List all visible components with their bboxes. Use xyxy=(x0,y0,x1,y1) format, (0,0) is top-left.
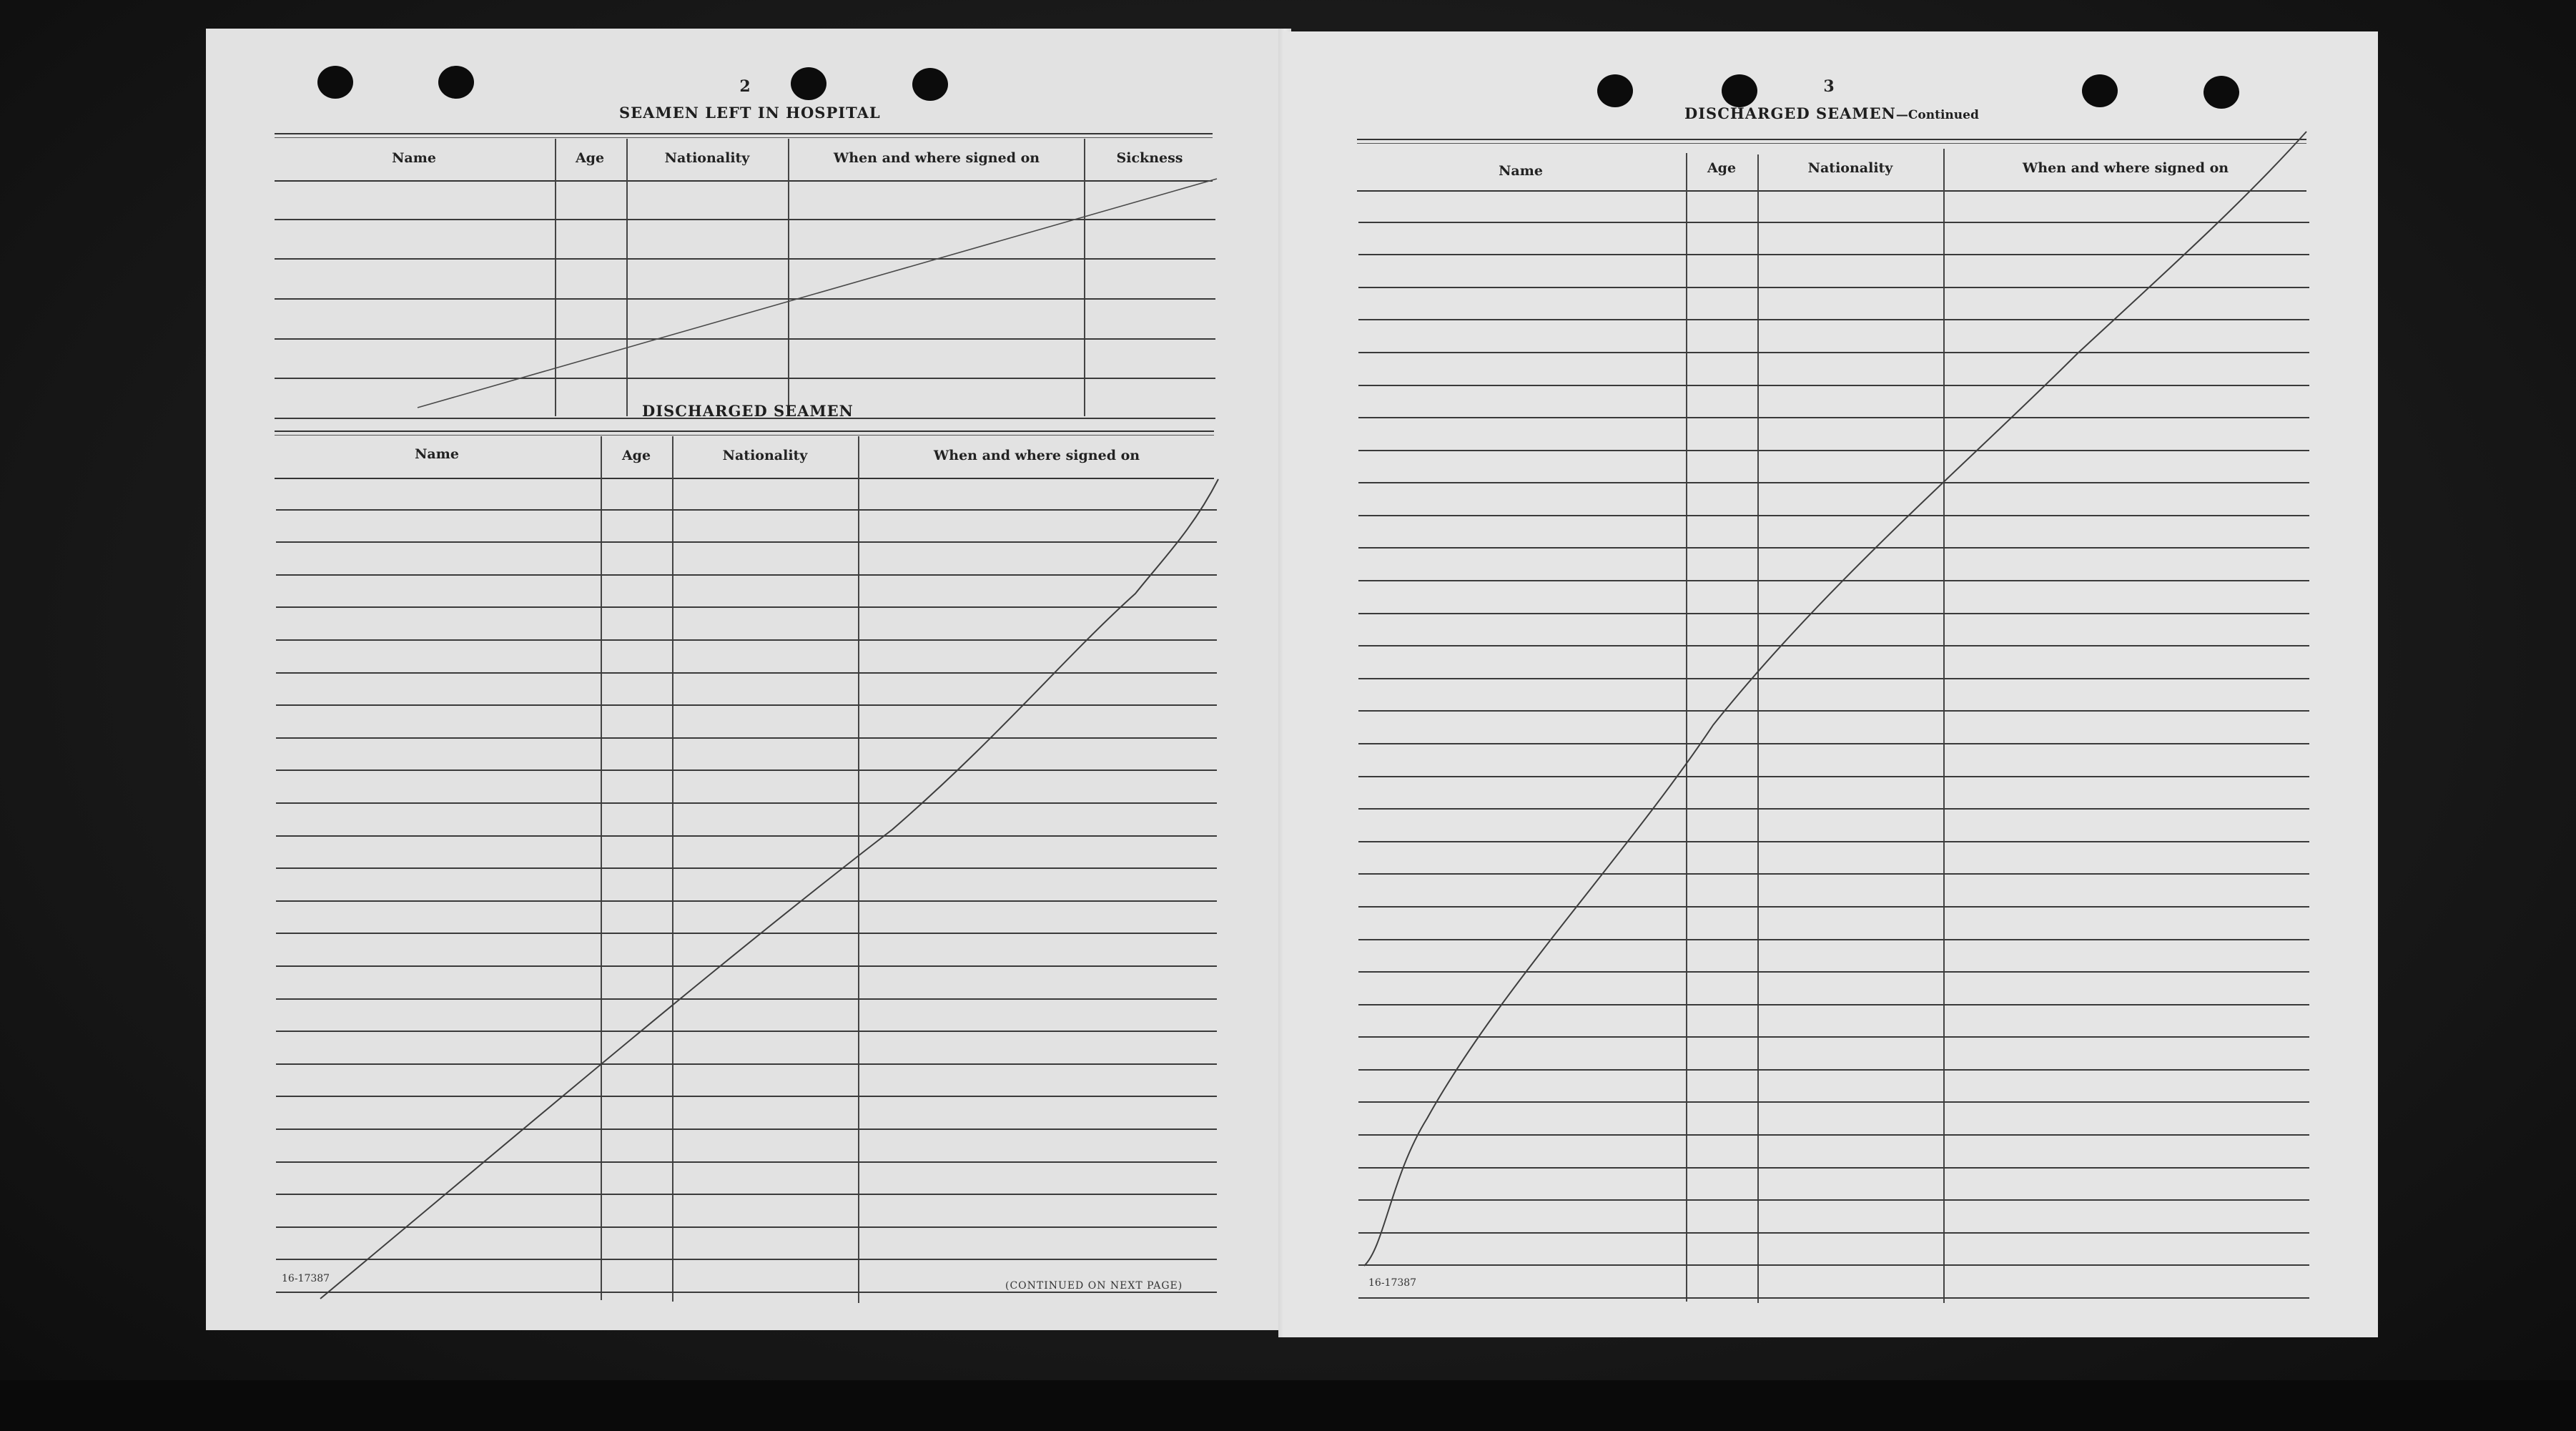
table-row xyxy=(276,965,1217,967)
form-number: 16-17387 xyxy=(282,1273,330,1284)
table-row xyxy=(1358,319,2309,320)
column-header-signed-on: When and where signed on xyxy=(2022,160,2229,176)
table-row xyxy=(275,258,1215,260)
punch-hole xyxy=(317,66,353,99)
table-row xyxy=(276,802,1217,804)
table-top-rule xyxy=(275,137,1213,138)
column-header-sickness: Sickness xyxy=(1116,150,1183,166)
punch-hole xyxy=(912,68,948,101)
table-row xyxy=(276,574,1217,576)
table-row xyxy=(275,298,1215,300)
table-row xyxy=(1358,1264,2309,1266)
table-row xyxy=(276,704,1217,706)
table-row xyxy=(1358,1167,2309,1169)
table-row xyxy=(276,1031,1217,1032)
table-row xyxy=(1358,1297,2309,1299)
column-header-name: Name xyxy=(392,150,436,166)
table-row xyxy=(1358,1232,2309,1234)
right-page xyxy=(1284,31,2378,1337)
table-row xyxy=(276,867,1217,869)
table-row xyxy=(275,338,1215,340)
column-header-name: Name xyxy=(415,446,459,462)
table-row xyxy=(276,900,1217,902)
table-row xyxy=(1358,939,2309,940)
table-row xyxy=(276,1161,1217,1163)
table-row xyxy=(1358,906,2309,908)
table-row xyxy=(1358,808,2309,810)
table-row xyxy=(276,769,1217,771)
table-row xyxy=(1358,841,2309,842)
punch-hole xyxy=(1597,74,1633,107)
table-row xyxy=(276,1259,1217,1260)
column-header-nationality: Nationality xyxy=(722,448,808,463)
table-row xyxy=(275,378,1215,379)
table-row xyxy=(1358,613,2309,614)
table-row xyxy=(275,219,1215,220)
discharged-table-rows xyxy=(276,478,1217,1293)
table-row xyxy=(1358,352,2309,353)
table-row xyxy=(1358,1036,2309,1038)
table-row xyxy=(1358,710,2309,712)
table-row xyxy=(1358,776,2309,777)
table-row xyxy=(276,639,1217,641)
scan-bottom-band xyxy=(0,1380,2576,1431)
table-row xyxy=(1358,1134,2309,1136)
punch-hole xyxy=(2204,76,2239,109)
table-row xyxy=(1358,385,2309,386)
table-row xyxy=(276,998,1217,1000)
table-row xyxy=(1358,547,2309,549)
table-row xyxy=(276,1194,1217,1195)
table-top-rule xyxy=(275,133,1213,134)
table-row xyxy=(1358,1069,2309,1071)
column-header-age: Age xyxy=(575,150,605,166)
table-row xyxy=(1358,743,2309,744)
continued-note: (CONTINUED ON NEXT PAGE) xyxy=(1005,1280,1183,1292)
table-top-rule xyxy=(1357,143,2306,144)
left-page xyxy=(206,29,1287,1330)
table-row xyxy=(1358,678,2309,679)
column-header-age: Age xyxy=(621,448,651,463)
table-row xyxy=(1358,450,2309,451)
page-number: 2 xyxy=(739,77,751,96)
title-main: DISCHARGED SEAMEN xyxy=(1684,104,1896,122)
table-row xyxy=(276,1292,1217,1293)
table-row xyxy=(1358,1101,2309,1103)
form-number: 16-17387 xyxy=(1368,1277,1417,1289)
continued-table-rows xyxy=(1358,190,2309,1299)
table-row xyxy=(1358,971,2309,973)
discharged-section-title: DISCHARGED SEAMEN xyxy=(642,402,854,420)
punch-hole xyxy=(1722,74,1757,107)
table-row xyxy=(276,672,1217,674)
hospital-section-title: SEAMEN LEFT IN HOSPITAL xyxy=(619,104,881,122)
table-top-rule xyxy=(1357,139,2306,140)
table-row xyxy=(1358,287,2309,288)
table-row xyxy=(1358,515,2309,516)
hospital-table-rows xyxy=(275,180,1215,419)
discharged-continued-title xyxy=(1684,104,1979,122)
column-header-nationality: Nationality xyxy=(664,150,750,166)
table-row xyxy=(1358,1004,2309,1005)
table-row xyxy=(1358,580,2309,581)
column-header-nationality: Nationality xyxy=(1807,160,1893,176)
table-row xyxy=(276,1063,1217,1065)
column-header-signed-on: When and where signed on xyxy=(933,448,1140,463)
punch-hole xyxy=(438,66,474,99)
table-top-rule xyxy=(275,431,1214,432)
punch-hole xyxy=(2082,74,2118,107)
title-suffix: —Continued xyxy=(1895,108,1979,122)
punch-hole xyxy=(791,67,826,100)
table-row xyxy=(276,1128,1217,1130)
table-row xyxy=(1358,873,2309,875)
table-row xyxy=(276,933,1217,934)
page-number: 3 xyxy=(1823,77,1835,96)
table-row xyxy=(276,606,1217,608)
table-row xyxy=(1358,645,2309,646)
table-row xyxy=(276,737,1217,739)
table-row xyxy=(1358,254,2309,255)
table-row xyxy=(276,541,1217,543)
column-header-signed-on: When and where signed on xyxy=(833,150,1040,166)
table-row xyxy=(1358,222,2309,223)
table-row xyxy=(1358,1199,2309,1201)
table-row xyxy=(276,1096,1217,1097)
table-row xyxy=(276,509,1217,511)
table-row xyxy=(276,835,1217,837)
column-header-age: Age xyxy=(1707,160,1737,176)
table-row xyxy=(1358,482,2309,483)
table-top-rule xyxy=(275,435,1214,436)
column-header-name: Name xyxy=(1499,163,1543,179)
table-row xyxy=(1358,417,2309,418)
table-row xyxy=(276,1226,1217,1228)
